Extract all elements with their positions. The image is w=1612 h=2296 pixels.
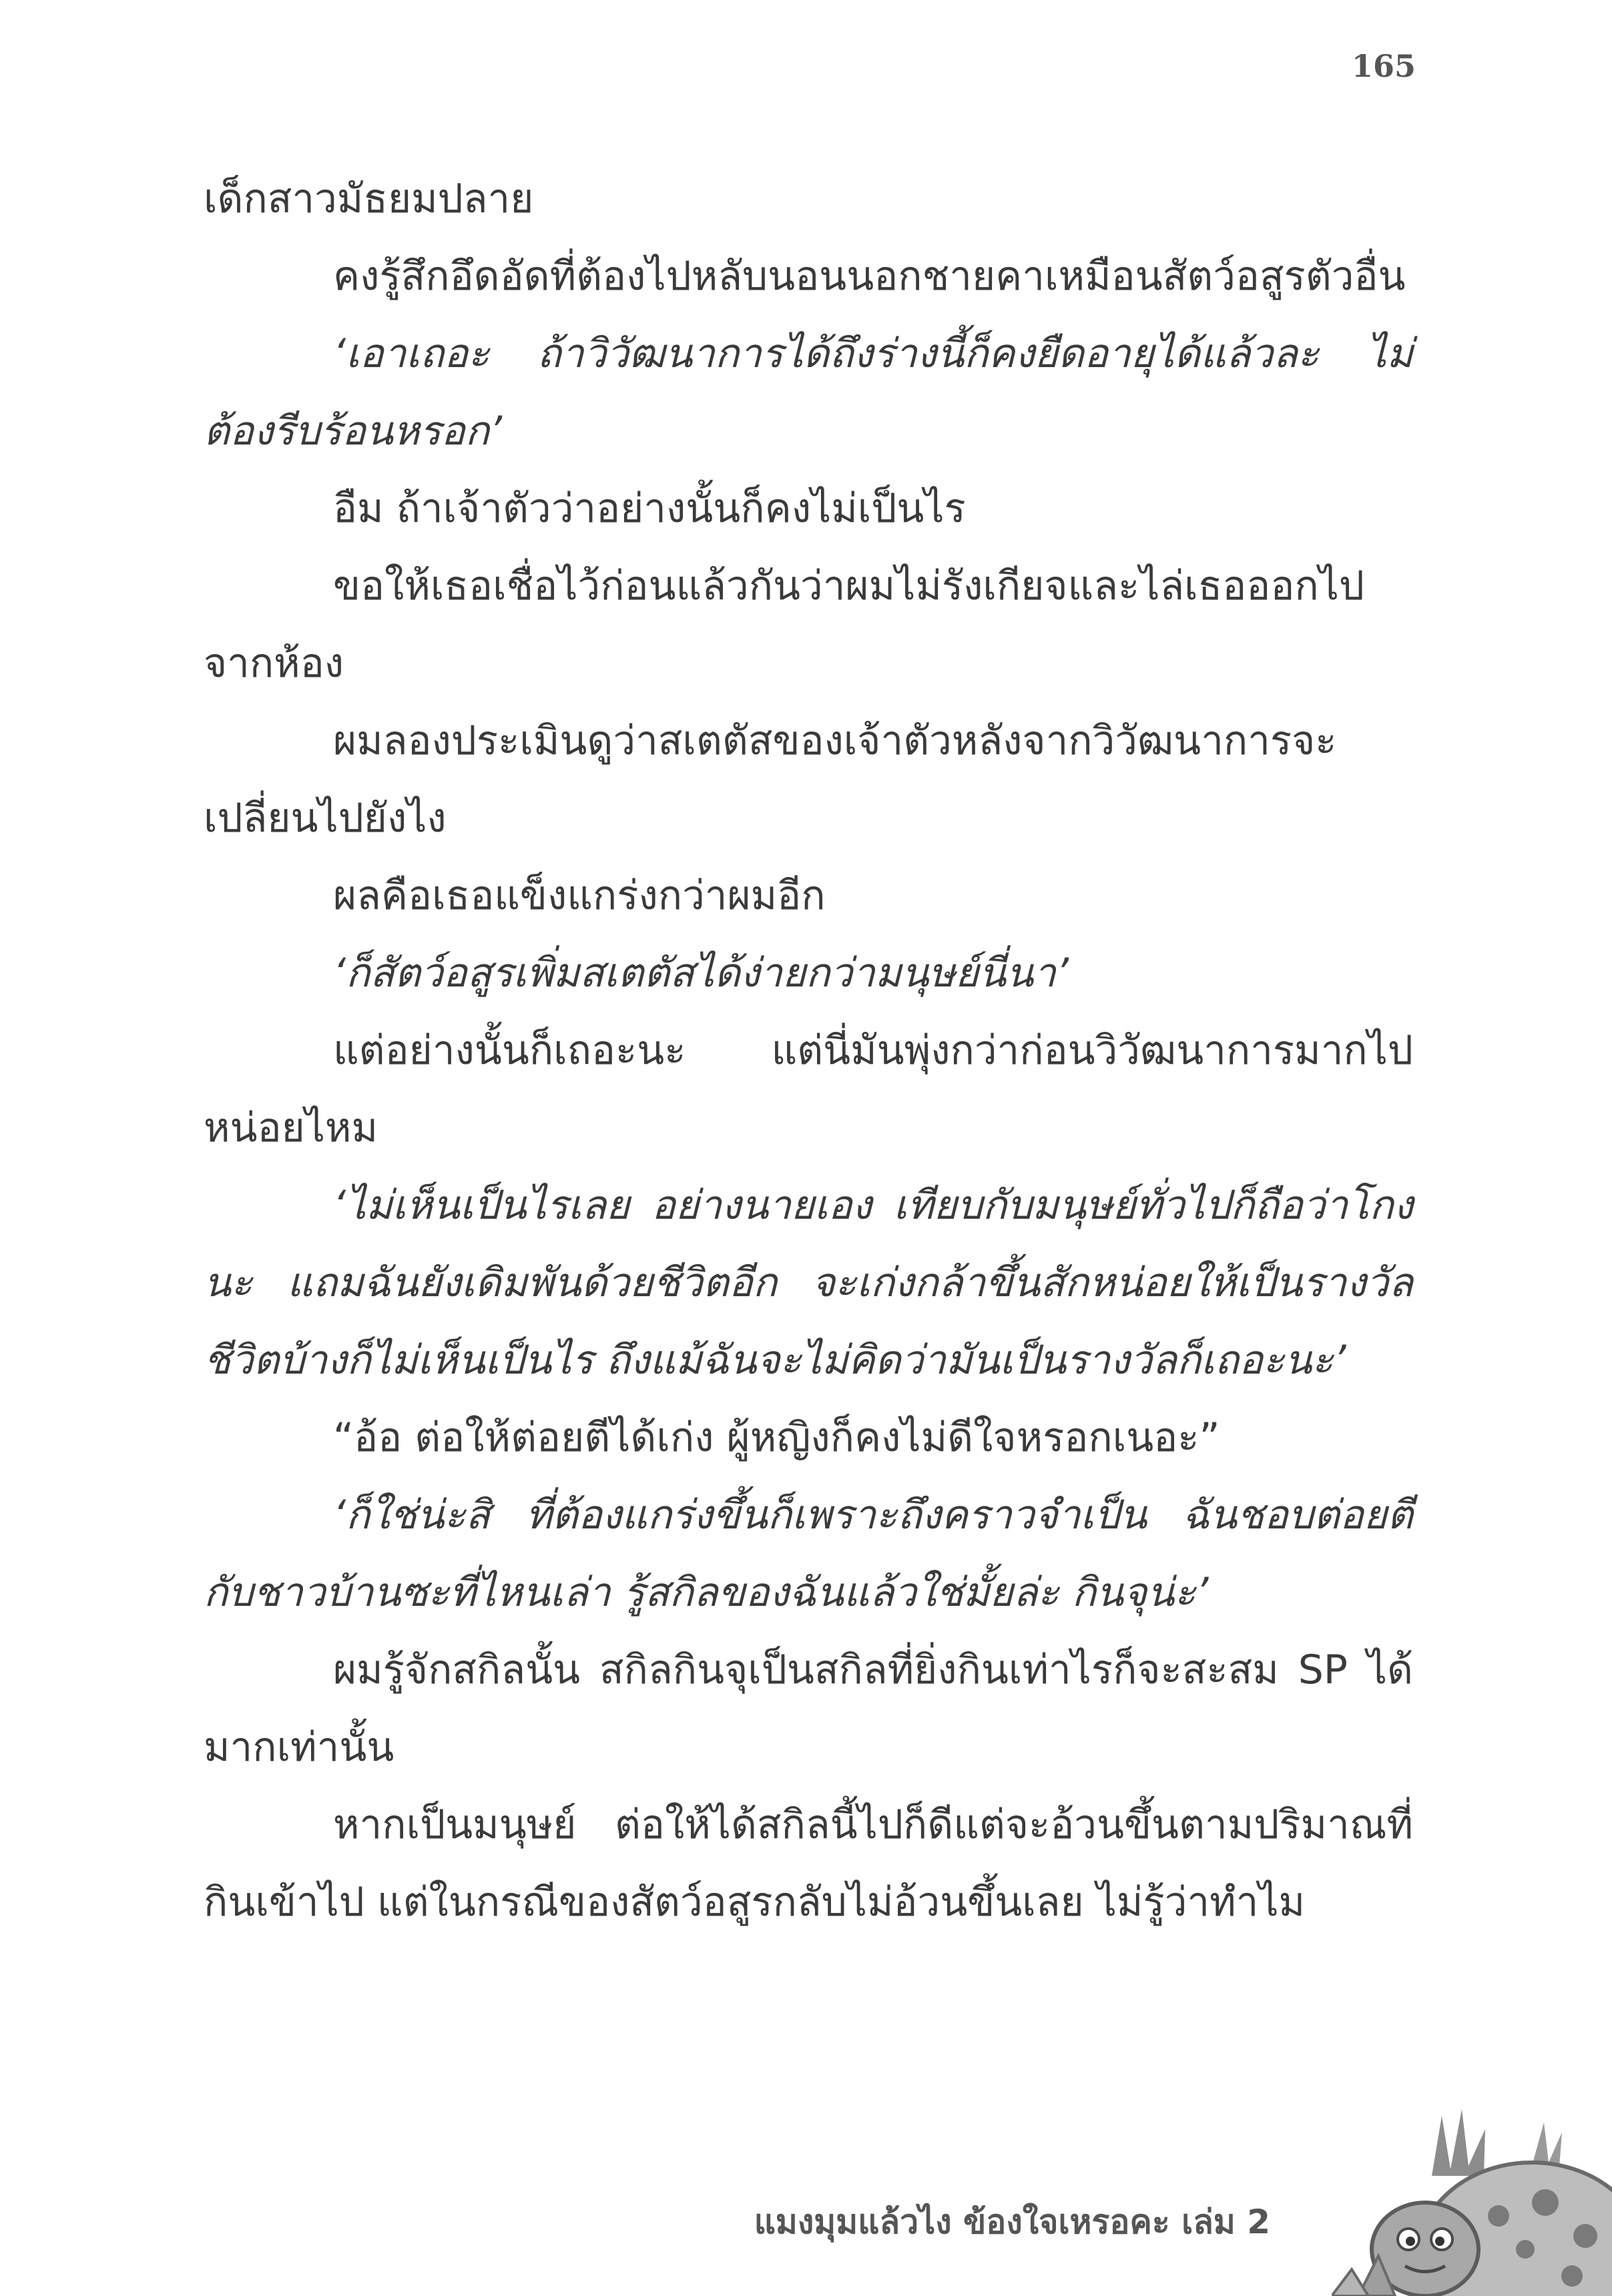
body-text [204,160,1413,1941]
paragraph-1: เด็กสาวมัธยมปลาย [204,176,534,222]
paragraph-11-dialogue: “อ้อ ต่อให้ต่อยตีได้เก่ง ผู้หญิงก็คงไม่ดีใจหรอกเนอะ” [333,1414,1220,1461]
paragraph-14: หากเป็นมนุษย์ ต่อให้ได้สกิลนี้ไปก็ดีแต่จะอ้วนขึ้นตามปริมาณที่กินเข้าไป แต่ในกรณีของสัตว์อสูรกลับไม่อ้วนขึ้นเลย ไม่รู้ว่าทำไม [204,1801,1413,1926]
paragraph-3-thought: ‘เอาเถอะ ถ้าวิวัฒนาการได้ถึงร่างนี้ก็คงยืดอายุได้แล้วละ ไม่ต้องรีบร้อนหรอก’ [204,330,1413,455]
paragraph-5: ขอให้เธอเชื่อไว้ก่อนแล้วกันว่าผมไม่รังเกียจและไล่เธอออกไปจากห้อง [204,563,1364,687]
paragraph-6: ผมลองประเมินดูว่าสเตตัสของเจ้าตัวหลังจากวิวัฒนาการจะเปลี่ยนไปยังไง [204,718,1337,842]
paragraph-10-thought: ‘ไม่เห็นเป็นไรเลย อย่างนายเอง เทียบกับมนุษย์ทั่วไปก็ถือว่าโกงนะ แถมฉันยังเดิมพันด้วยชีวิตอีก จะเก่งกล้าขึ้นสักหน่อยให้เป็นรางวัลชีวิตบ้างก็ไม่เห็นเป็นไร ถึงแม้ฉันจะไม่คิดว่ามันเป็นรางวัลก็เถอะนะ’ [204,1182,1413,1384]
paragraph-8-thought: ‘ก็สัตว์อสูรเพิ่มสเตตัสได้ง่ายกว่ามนุษย์นี่นา’ [333,950,1069,996]
paragraph-7: ผลคือเธอแข็งแกร่งกว่าผมอีก [333,872,826,919]
paragraph-13: ผมรู้จักสกิลนั้น สกิลกินจุเป็นสกิลที่ยิ่งกินเท่าไรก็จะสะสม SP ได้มากเท่านั้น [204,1647,1413,1771]
spider-mascot-icon [1332,2102,1612,2296]
paragraph-9: แต่อย่างนั้นก็เถอะนะ แต่นี่มันพุ่งกว่าก่อนวิวัฒนาการมากไปหน่อยไหม [204,1027,1413,1151]
paragraph-12-thought: ‘ก็ใช่น่ะสิ ที่ต้องแกร่งขึ้นก็เพราะถึงคราวจำเป็น ฉันชอบต่อยตีกับชาวบ้านซะที่ไหนเล่า รู้สกิลของฉันแล้วใช่มั้ยล่ะ กินจุน่ะ’ [204,1492,1413,1616]
paragraph-2: คงรู้สึกอึดอัดที่ต้องไปหลับนอนนอกชายคาเหมือนสัตว์อสูรตัวอื่น [333,253,1406,300]
footer-book-title: แมงมุมแล้วไง ข้องใจเหรอคะ เล่ม 2 [754,2203,1270,2241]
page-number: 165 [1351,48,1416,84]
paragraph-4: อืม ถ้าเจ้าตัวว่าอย่างนั้นก็คงไม่เป็นไร [333,485,966,532]
